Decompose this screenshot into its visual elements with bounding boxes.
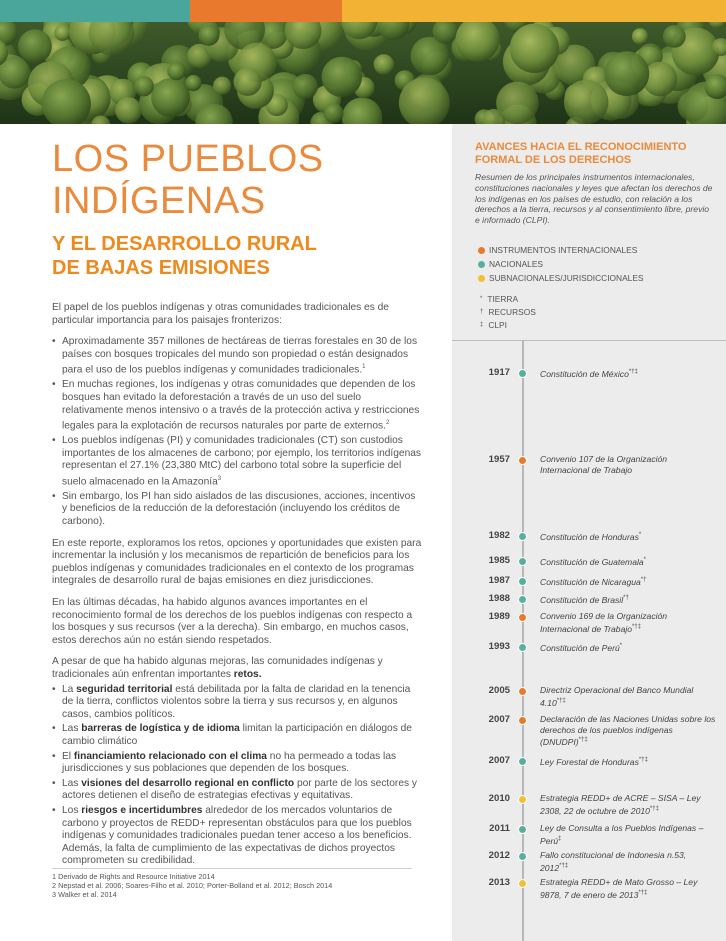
legend-item: INSTRUMENTOS INTERNACIONALES [478, 244, 718, 256]
page-title [52, 138, 422, 222]
timeline-year: 1988 [488, 593, 510, 604]
legend-item: SUBNACIONALES/JURISDICCIONALES [478, 272, 718, 284]
challenges-list [52, 684, 422, 868]
timeline-year: 1993 [488, 641, 510, 652]
main-column [52, 138, 422, 877]
page-subtitle [52, 232, 422, 280]
footnote: 2 Nepstad et al. 2006; Soares-Filho et al. 2010; Porter-Bolland et al. 2012; Bosch 2014 [52, 881, 333, 890]
timeline-label: Constitución de Perú* [540, 642, 623, 653]
tree-crown [54, 25, 70, 41]
facts-list [52, 336, 422, 528]
report-paragraph: En este reporte, exploramos los retos, opciones y oportunidades que existen para incrementar la inclusión y los mecanismos de repartición de beneficios para los pueblos indígenas y comunidades tradicionales en el contexto de los programas integrales de desarrollo rural de bajas emisiones en diez jurisdicciones. [52, 537, 422, 587]
timeline-dot-icon [518, 595, 527, 604]
timeline-label: Estrategia REDD+ de Mato Grosso – Ley 9878, 7 de enero de 2013*†‡ [540, 877, 698, 900]
tree-crown [167, 62, 185, 80]
timeline-dot-icon [518, 825, 527, 834]
timeline-dot-icon [518, 643, 527, 652]
timeline-label: Directriz Operacional del Banco Mundial 4.10*†‡ [540, 685, 694, 708]
timeline-dot-icon [518, 757, 527, 766]
challenge-item: • La seguridad territorial está debilitada por la falta de claridad en la tenencia de la tierra, conflictos violentos sobre la tierra y sus recursos y, en algunos casos, cambios políticos. [52, 684, 422, 722]
tree-crown [324, 103, 344, 123]
timeline-label: Constitución de Brasil*† [540, 594, 629, 605]
timeline-dot-icon [518, 613, 527, 622]
timeline-dot-icon [518, 687, 527, 696]
timeline-year: 1985 [488, 555, 510, 566]
fact-item: • Los pueblos indígenas (PI) y comunidades tradicionales (CT) son custodios importantes de los almacenes de carbono; por ejemplo, los territorios indígenas representan el 27.1% (23,380 MtC) del carbono total sobre la superficie del suelo almacenado en la Amazonía$^3$ [52, 435, 422, 489]
color-bar-yellow [342, 0, 726, 22]
timeline-year: 2010 [488, 793, 510, 804]
timeline-dot-icon [518, 577, 527, 586]
forest-canopy-illustration [0, 22, 726, 124]
tree-crown [115, 97, 142, 124]
timeline-year: 2013 [488, 877, 510, 888]
fact-item: • En muchas regiones, los indígenas y otras comunidades que dependen de los bosques han evitado la deforestación a través de un uso del suelo relativamente menos intensivo o a través de la protección activa y restricciones legales para la explotación de recursos naturales por parte de externos.$^2$ [52, 379, 422, 433]
timeline-label: Declaración de las Naciones Unidas sobre los derechos de los pueblos indígenas (DNUDPI)*†‡ [540, 714, 716, 747]
timeline-label: Ley Forestal de Honduras*†‡ [540, 756, 648, 767]
timeline-label: Constitución de México*†‡ [540, 368, 638, 379]
timeline-dot-icon [518, 456, 527, 465]
challenge-item: • Las visiones del desarrollo regional en conflicto por parte de los sectores y actores detienen el diseño de estrategias efectivas y equitativas. [52, 778, 422, 803]
sidebar-heading: AVANCES HACIA EL RECONOCIMIENTO FORMAL DE LOS DERECHOS [475, 141, 687, 166]
timeline-year: 1917 [488, 367, 510, 378]
timeline-dot-icon [518, 795, 527, 804]
timeline-dot-icon [518, 852, 527, 861]
timeline-year: 2012 [488, 850, 510, 861]
timeline-dot-icon [518, 716, 527, 725]
tree-crown [134, 76, 154, 96]
tree-crown [199, 25, 220, 46]
challenge-item: • Los riesgos e incertidumbres alrededor de los mercados voluntarios de carbono y proyectos de REDD+ representan obstáculos para que los pueblos indígenas y comunidades tradicionales puedan tener acceso a los beneficios. Además, la falta de cumplimiento de las expectativas de dichos proyectos comprometen su credibilidad. [52, 805, 422, 868]
timeline-label: Constitución de Honduras* [540, 531, 642, 542]
tree-crown [322, 57, 362, 97]
timeline-year: 2007 [488, 755, 510, 766]
timeline-year: 2005 [488, 685, 510, 696]
challenge-item: • Las barreras de logística y de idioma limitan la participación en diálogos de cambio climático [52, 723, 422, 748]
intro-paragraph: El papel de los pueblos indígenas y otras comunidades tradicionales es de particular importancia para los paisajes fronterizos: [52, 302, 389, 326]
timeline-dot-icon [518, 532, 527, 541]
timeline-label: Ley de Consulta a los Pueblos Indígenas – Perú‡ [540, 823, 704, 846]
tree-crown [151, 78, 190, 117]
footnote: 3 Walker et al. 2014 [52, 890, 117, 899]
timeline-year: 1982 [488, 530, 510, 541]
challenge-item: • El financiamiento relacionado con el clima no ha permeado a todas las jurisdicciones y sus poblaciones que dependen de los bosques. [52, 751, 422, 776]
sidebar-divider [452, 340, 726, 341]
sidebar-intro: Resumen de los principales instrumentos internacionales, constituciones nacionales y leyes que afectan los derechos de los indígenas en los países de estudio, con relación a los derechos a la tierra, recursos y al consentimiento libre, previo e informado (CLPI). [475, 172, 713, 226]
article-body [52, 302, 422, 868]
tree-crown [374, 54, 394, 74]
legend-item: NACIONALES [478, 258, 718, 270]
tree-crown [632, 28, 648, 44]
legend-dot-icon [478, 247, 485, 254]
tree-crown [18, 29, 52, 63]
subtitle-line-2: DE BAJAS EMISIONES [52, 257, 270, 279]
forest-canopy-image [0, 22, 726, 124]
subtitle-line-1: Y EL DESARROLLO RURAL [52, 233, 317, 255]
legend-subitem: * TIERRA [480, 293, 519, 304]
fact-item: • Aproximadamente 357 millones de hectáreas de tierras forestales en 30 de los países con bosques tropicales del mundo son propiedad o están designados para el uso de los pueblos indígenas y comunidades tradicionales.$^1$ [52, 336, 422, 377]
timeline-dot-icon [518, 879, 527, 888]
color-bar-orange [190, 0, 342, 22]
footnotes [52, 868, 412, 899]
timeline-year: 1987 [488, 575, 510, 586]
legend [478, 244, 718, 331]
fact-item: • Sin embargo, los PI han sido aislados de las discusiones, acciones, incentivos y beneficios de la reducción de la deforestación (incluyendo los créditos de carbono). [52, 491, 422, 529]
color-bar-teal [0, 0, 190, 22]
legend-dot-icon [478, 275, 485, 282]
timeline-label: Constitución de Guatemala* [540, 556, 647, 567]
timeline-dot-icon [518, 557, 527, 566]
timeline-axis [522, 340, 524, 941]
timeline-year: 1989 [488, 611, 510, 622]
timeline-year: 2007 [488, 714, 510, 725]
legend-subitem: † RECURSOS [480, 306, 536, 317]
timeline-year: 1957 [488, 454, 510, 465]
tree-crown [213, 77, 231, 95]
challenges-paragraph: A pesar de que ha habido algunas mejoras, las comunidades indígenas y tradicionales aún enfrentan importantes retos. [52, 656, 383, 681]
title-line-1: LOS PUEBLOS [52, 138, 324, 180]
timeline-label: Fallo constitucional de Indonesia n.53, 2012*†‡ [540, 850, 687, 873]
tree-crown [496, 82, 539, 124]
timeline-label: Convenio 169 de la Organización Internacional de Trabajo*†‡ [540, 611, 668, 634]
legend-dot-icon [478, 261, 485, 268]
tree-crown [604, 51, 649, 96]
timeline-label: Constitución de Nicaragua*† [540, 576, 647, 587]
footnote: 1 Derivado de Rights and Resource Initiative 2014 [52, 872, 215, 881]
timeline-label: Convenio 107 de la Organización Internacional de Trabajo [540, 454, 668, 475]
tree-crown [663, 25, 686, 48]
tree-crown [564, 80, 609, 124]
tree-crown [234, 68, 262, 96]
rights-paragraph: En las últimas décadas, ha habido algunos avances importantes en el reconocimiento formal de los derechos de los pueblos indígenas con respecto a los bosques y sus recursos (ver a la derecha). Sin embargo, en muchos casos, estos derechos aún no están siendo respetados. [52, 597, 413, 646]
timeline-label: Estrategia REDD+ de ACRE – SISA – Ley 2308, 22 de octubre de 2010*†‡ [540, 793, 701, 816]
timeline-dot-icon [518, 369, 527, 378]
tree-crown [185, 75, 201, 91]
color-bar [0, 0, 726, 22]
legend-subitem: ‡ CLPI [480, 319, 507, 330]
title-line-2: INDÍGENAS [52, 180, 266, 222]
timeline-year: 2011 [489, 823, 510, 834]
tree-crown [510, 24, 559, 73]
tree-crown [293, 74, 318, 99]
